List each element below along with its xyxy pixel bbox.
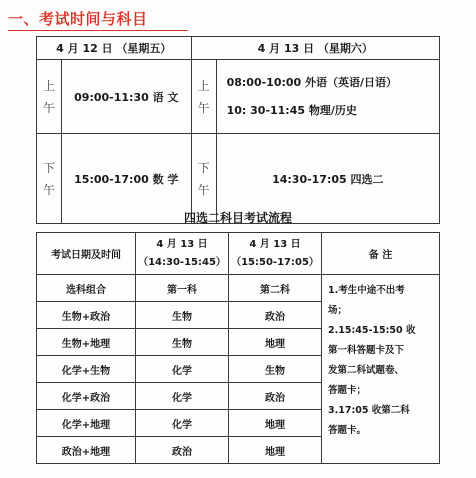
- day1-am-slot: 09:00-11:30 语 文: [62, 60, 192, 134]
- cell-second: 地理: [229, 329, 322, 356]
- notes-cell: [322, 275, 440, 464]
- header-first-date: 4 月 13 日: [156, 238, 208, 250]
- flow-table: [36, 232, 440, 464]
- pm-char-2: 午: [197, 182, 210, 197]
- header-notes: 备 注: [322, 233, 440, 275]
- day2-am-line1: 08:00-10:00 外语（英语/日语）: [226, 75, 398, 89]
- cell-combo: 选科组合: [37, 275, 136, 302]
- heading-underline: [8, 30, 188, 31]
- table-row: [37, 275, 440, 302]
- cell-combo: 生物+地理: [37, 329, 136, 356]
- note-line: 3.17:05 收第二科: [328, 405, 410, 416]
- day2-am-line2: 10: 30-11:45 物理/历史: [226, 103, 357, 117]
- note-line: 场；: [328, 305, 348, 316]
- section-heading: 一、考试时间与科目: [8, 10, 148, 28]
- day1-am-label: [37, 60, 62, 134]
- cell-second: 地理: [229, 410, 322, 437]
- cell-second: 政治: [229, 302, 322, 329]
- cell-first: 化学: [136, 383, 229, 410]
- cell-second: 第二科: [229, 275, 322, 302]
- cell-second: 地理: [229, 437, 322, 464]
- day2-am-label: [191, 60, 216, 134]
- cell-first: 生物: [136, 329, 229, 356]
- header-exam-date-time: 考试日期及时间: [37, 233, 136, 275]
- note-line: 1.考生中途不出考: [328, 285, 405, 296]
- cell-first: 生物: [136, 302, 229, 329]
- am-char-1: 上: [42, 78, 55, 93]
- cell-first: 政治: [136, 437, 229, 464]
- note-line: 答题卡；: [328, 385, 367, 396]
- cell-second: 生物: [229, 356, 322, 383]
- header-first-slot: [136, 233, 229, 275]
- cell-first: 化学: [136, 356, 229, 383]
- pm-char-1: 下: [42, 160, 55, 175]
- am-char-2: 午: [42, 100, 55, 115]
- cell-combo: 化学+地理: [37, 410, 136, 437]
- cell-combo: 政治+地理: [37, 437, 136, 464]
- cell-combo: 化学+政治: [37, 383, 136, 410]
- header-second-slot: [229, 233, 322, 275]
- cell-combo: 化学+生物: [37, 356, 136, 383]
- day1-pm-slot: 15:00-17:00 数 学: [62, 134, 192, 224]
- note-line: 2.15:45-15:50 收: [328, 325, 416, 336]
- header-second-time: （15:50-17:05）: [231, 256, 319, 268]
- am-char-1: 上: [197, 78, 210, 93]
- day2-am-slot: [216, 60, 439, 134]
- note-line: 第一科答题卡及下: [328, 345, 405, 356]
- flow-title: 四选二科目考试流程: [183, 211, 292, 225]
- note-line: 答题卡。: [328, 425, 367, 436]
- cell-combo: 生物+政治: [37, 302, 136, 329]
- am-char-2: 午: [197, 100, 210, 115]
- exam-schedule-table: [36, 36, 440, 224]
- pm-char-1: 下: [197, 160, 210, 175]
- day2-date-header: 4 月 13 日 （星期六）: [191, 37, 439, 60]
- cell-second: 政治: [229, 383, 322, 410]
- day2-pm-slot: 14:30-17:05 四选二: [216, 134, 439, 224]
- note-line: 发第二科试题卷、: [328, 365, 405, 376]
- header-second-date: 4 月 13 日: [249, 238, 301, 250]
- pm-char-2: 午: [42, 182, 55, 197]
- header-first-time: （14:30-15:45）: [138, 256, 226, 268]
- cell-first: 化学: [136, 410, 229, 437]
- cell-first: 第一科: [136, 275, 229, 302]
- day1-date-header: 4 月 12 日 （星期五）: [37, 37, 192, 60]
